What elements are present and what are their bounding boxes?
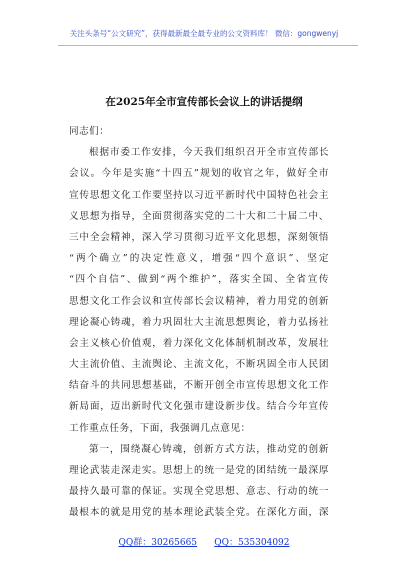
- footer-contact: [0, 535, 408, 548]
- header-note: 关注头条号“公文研究”，获得最新最全最专业的公文资料库！ 微信：gongwenyj: [69, 29, 339, 38]
- paragraph-line: 义思想为指导，全面贯彻落实党的二十大和二十届二中、: [69, 210, 329, 222]
- paragraph-line: 思想文化工作会议和宣传部长会议精神，着力用党的创新: [69, 295, 329, 307]
- paragraph-line: 大主流价值、主流舆论、主流文化，不断巩固全市人民团: [69, 359, 329, 371]
- paragraph-line: 理论凝心铸魂，着力巩固壮大主流思想舆论，着力弘扬社: [69, 316, 329, 328]
- paragraph-line: “两个确立”的决定性意义，增强“四个意识”、坚定: [69, 253, 329, 265]
- header-divider: [58, 45, 358, 46]
- paragraph-line: 理论武装走深走实。思想上的统一是党的团结统一最深厚: [69, 465, 329, 476]
- paragraph-line: 第一，围绕凝心铸魂，创新方式方法，推动党的创新: [89, 443, 329, 455]
- paragraph-line: 宣传思想文化工作要坚持以习近平新时代中国特色社会主: [69, 189, 329, 201]
- paragraph-line: 会议。今年是实施“十四五”规划的收官之年，做好全市: [69, 168, 329, 180]
- paragraph-line: 根据市委工作安排，今天我们组织召开全市宣传部长: [89, 147, 329, 159]
- paragraph-line: 结奋斗的共同思想基础，不断开创全市宣传思想文化工作: [69, 380, 329, 392]
- paragraph-line: 最持久最可靠的保证。实现全党思想、意志、行动的统一: [69, 486, 329, 498]
- salutation-line: 同志们：: [69, 126, 110, 137]
- footer-qq-group: QQ群：30265665: [118, 538, 198, 548]
- paragraph-line: 新局面，迈出新时代文化强市建设新步伐。结合今年宣传: [69, 401, 329, 413]
- paragraph-line: 最根本的就是用党的基本理论武装全党。在深化方面，深: [69, 507, 329, 519]
- footer-qq-number: QQ：535304092: [214, 538, 290, 548]
- document-title: 在2025年全市宣传部长会议上的讲话提纲: [105, 96, 303, 108]
- document-body: [69, 121, 329, 524]
- paragraph-line: 工作重点任务，下面，我强调几点意见：: [69, 422, 251, 434]
- paragraph-line: “四个自信”、做到“两个维护”，落实全国、全省宣传: [69, 274, 329, 286]
- paragraph-line: 三中全会精神，深入学习贯彻习近平文化思想，深刻领悟: [69, 231, 329, 243]
- paragraph-line: 会主义核心价值观，着力深化文化体制机制改革，发展壮: [69, 337, 329, 349]
